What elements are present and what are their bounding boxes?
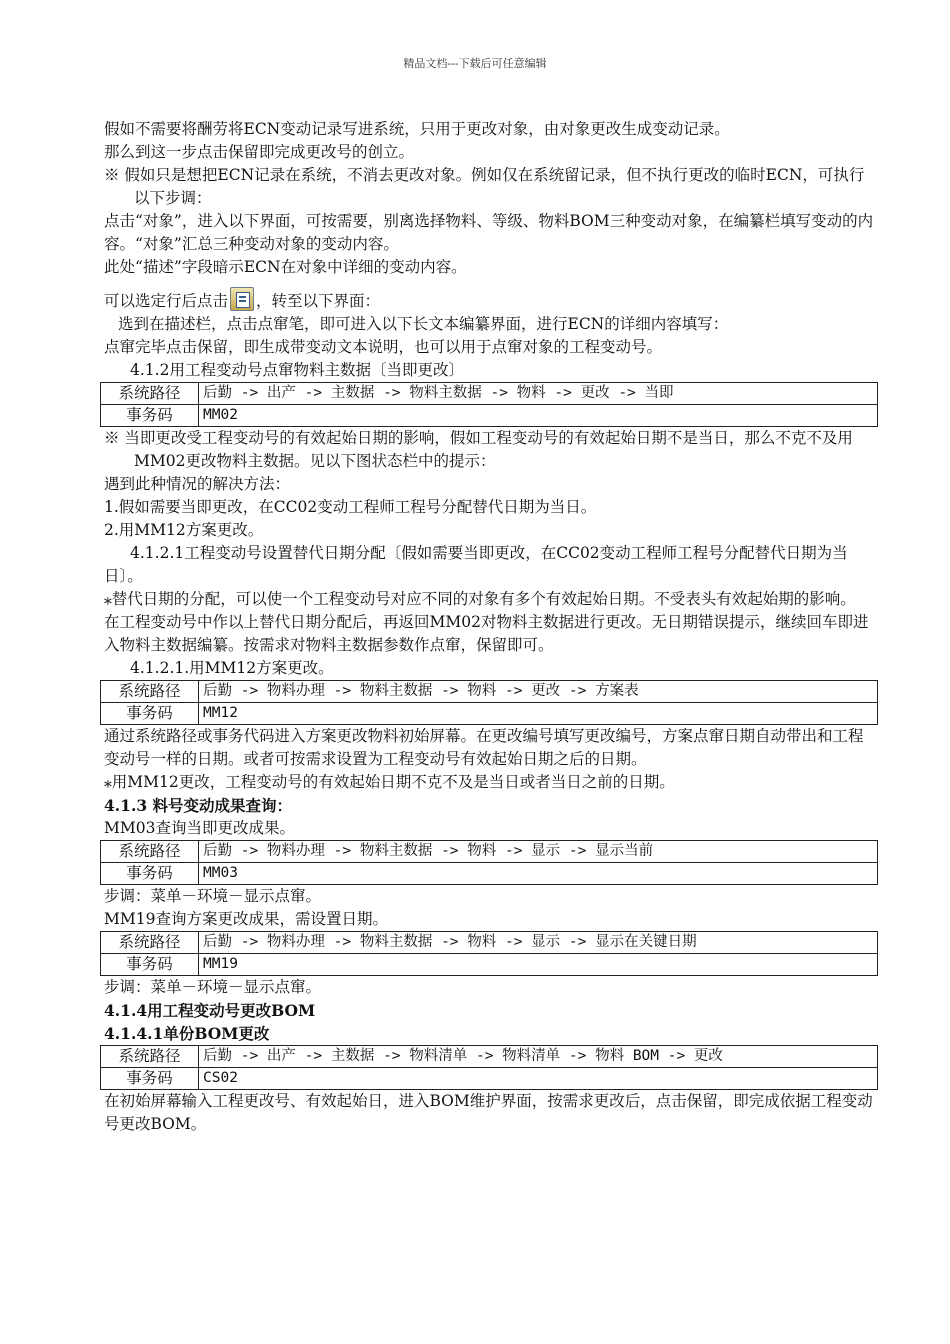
path-value: 后勤 -> 出产 -> 主数据 -> 物料清单 -> 物料清单 -> 物料 BOM -> 更改 bbox=[199, 1046, 878, 1068]
path-label: 系统路径 bbox=[101, 383, 199, 405]
paragraph: 点窜完毕点击保留，即生成带变动文本说明，也可以用于点窜对象的工程变动号。 bbox=[104, 338, 663, 356]
paragraph: 2.用MM12方案更改。 bbox=[104, 521, 264, 539]
paragraph: 1.假如需要当即更改，在CC02变动工程师工程号分配替代日期为当日。 bbox=[104, 498, 597, 516]
path-value: 后勤 -> 物料办理 -> 物料主数据 -> 物料 -> 显示 -> 显示在关键日期 bbox=[199, 932, 878, 954]
path-table bbox=[100, 931, 878, 976]
section-heading: 4.1.2.1工程变动号设置替代日期分配〔假如需要当即更改，在CC02变动工程师工程号分配替代日期为当日〕。 bbox=[104, 544, 848, 585]
paragraph: 点击“对象”，进入以下界面，可按需要，别离选择物料、等级、物料BOM三种变动对象，在编纂栏填写变动的内容。“对象”汇总三种变动对象的变动内容。 bbox=[104, 212, 874, 253]
section-heading: 4.1.2.1.用MM12方案更改。 bbox=[130, 659, 334, 677]
paragraph: 遇到此种情况的解决方法： bbox=[104, 475, 291, 493]
text-before-icon: 可以选定行后点击 bbox=[104, 292, 229, 310]
text-after-icon: ，转至以下界面： bbox=[256, 292, 381, 310]
paragraph: 通过系统路径或事务代码进入方案更改物料初始屏幕。在更改编号填写更改编号，方案点窜日期自动带出和工程变动号一样的日期。或者可按需求设置为工程变动号有效起始日期之后的日期。 bbox=[104, 727, 864, 768]
section-heading: 4.1.2用工程变动号点窜物料主数据〔当即更改〕 bbox=[130, 361, 464, 379]
tcode-value: MM03 bbox=[199, 863, 878, 885]
tcode-label: 事务码 bbox=[101, 863, 199, 885]
path-table bbox=[100, 1045, 878, 1090]
path-value: 后勤 -> 物料办理 -> 物料主数据 -> 物料 -> 显示 -> 显示当前 bbox=[199, 841, 878, 863]
path-value: 后勤 -> 物料办理 -> 物料主数据 -> 物料 -> 更改 -> 方案表 bbox=[199, 681, 878, 703]
tcode-value: MM12 bbox=[199, 703, 878, 725]
path-table bbox=[100, 382, 878, 427]
tcode-value: MM19 bbox=[199, 954, 878, 976]
path-label: 系统路径 bbox=[101, 841, 199, 863]
path-label: 系统路径 bbox=[101, 932, 199, 954]
path-table bbox=[100, 680, 878, 725]
tcode-label: 事务码 bbox=[101, 703, 199, 725]
note: ※ 当即更改受工程变动号的有效起始日期的影响，假如工程变动号的有效起始日期不是当日，那么不克不及用MM02更改物料主数据。见以下图状态栏中的提示： bbox=[104, 429, 853, 470]
path-label: 系统路径 bbox=[101, 681, 199, 703]
note: ※ 假如只是想把ECN记录在系统，不消去更改对象。例如仅在系统留记录，但不执行更改的临时ECN，可执行以下步调： bbox=[104, 166, 865, 207]
section-heading: 4.1.4.1单份BOM更改 bbox=[104, 1024, 270, 1043]
paragraph: 在工程变动号中作以上替代日期分配后，再返回MM02对物料主数据进行更改。无日期错误提示，继续回车即进入物料主数据编纂。按需求对物料主数据参数作点窜，保留即可。 bbox=[104, 613, 869, 654]
paragraph-with-icon bbox=[104, 279, 874, 313]
tcode-value: MM02 bbox=[199, 405, 878, 427]
paragraph: 在初始屏幕输入工程更改号、有效起始日，进入BOM维护界面，按需求更改后，点击保留，即完成依据工程变动号更改BOM。 bbox=[104, 1092, 873, 1133]
section-heading: 4.1.3 料号变动成果查询： bbox=[104, 796, 293, 815]
page-header: 精品文档---下载后可任意编辑 bbox=[403, 57, 547, 70]
path-table bbox=[100, 840, 878, 885]
paragraph: 步调：菜单－环境－显示点窜。 bbox=[104, 978, 322, 996]
paragraph: 选到在描述栏，点击点窜笔，即可进入以下长文本编纂界面，进行ECN的详细内容填写： bbox=[118, 315, 729, 333]
paragraph: 步调：菜单－环境－显示点窜。 bbox=[104, 887, 322, 905]
path-label: 系统路径 bbox=[101, 1046, 199, 1068]
edit-document-icon bbox=[230, 287, 254, 311]
paragraph: 那么到这一步点击保留即完成更改号的创立。 bbox=[104, 143, 415, 161]
paragraph: 假如不需要将酬劳将ECN变动记录写进系统，只用于更改对象，由对象更改生成变动记录。 bbox=[104, 120, 730, 138]
tcode-label: 事务码 bbox=[101, 405, 199, 427]
note: ⁎用MM12更改，工程变动号的有效起始日期不克不及是当日或者当日之前的日期。 bbox=[104, 773, 675, 791]
tcode-label: 事务码 bbox=[101, 1068, 199, 1090]
note: ⁎替代日期的分配，可以使一个工程变动号对应不同的对象有多个有效起始日期。不受表头有效起始期的影响。 bbox=[104, 590, 856, 608]
document-body bbox=[104, 118, 874, 1136]
tcode-label: 事务码 bbox=[101, 954, 199, 976]
section-heading: 4.1.4用工程变动号更改BOM bbox=[104, 1001, 316, 1020]
paragraph: MM03查询当即更改成果。 bbox=[104, 819, 295, 837]
paragraph: 此处“描述”字段暗示ECN在对象中详细的变动内容。 bbox=[104, 258, 467, 276]
paragraph: MM19查询方案更改成果，需设置日期。 bbox=[104, 910, 388, 928]
path-value: 后勤 -> 出产 -> 主数据 -> 物料主数据 -> 物料 -> 更改 -> 当即 bbox=[199, 383, 878, 405]
tcode-value: CS02 bbox=[199, 1068, 878, 1090]
